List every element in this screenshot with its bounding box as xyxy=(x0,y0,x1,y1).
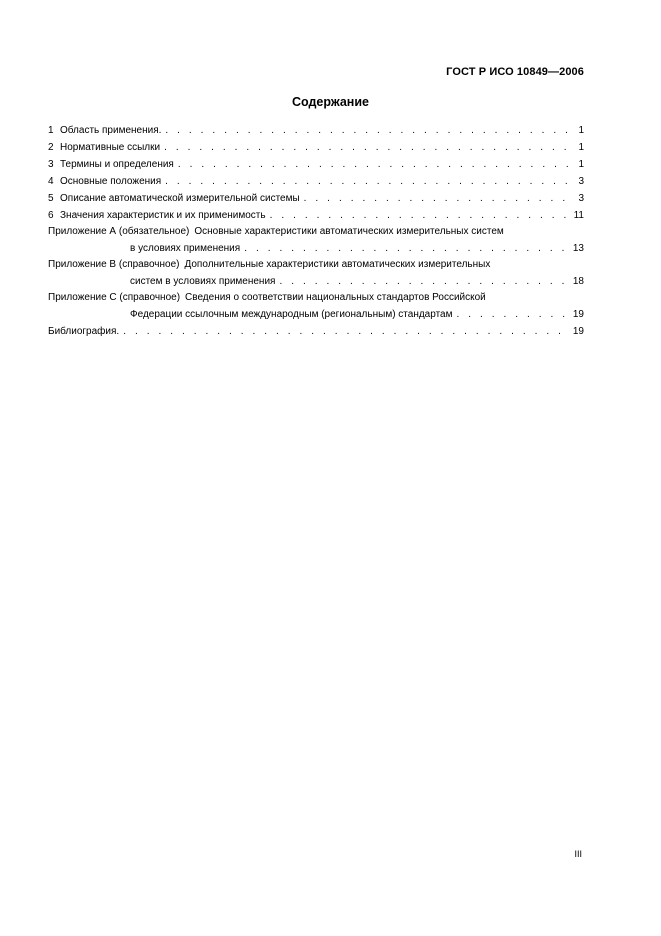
leader-dots xyxy=(279,273,568,290)
toc-entry-appendix-a[interactable] xyxy=(48,224,584,257)
section-title: Основные положения xyxy=(60,176,162,187)
table-of-contents xyxy=(48,122,584,340)
appendix-title-line-2: в условиях применения xyxy=(130,243,241,254)
page-number: 1 xyxy=(578,142,584,153)
toc-entry-bibliography[interactable] xyxy=(48,323,584,340)
appendix-label: Приложение С (справочное) xyxy=(48,292,181,303)
section-number: 2 xyxy=(48,142,54,153)
page-number: 13 xyxy=(572,243,584,254)
toc-title: Содержание xyxy=(291,95,369,109)
leader-dots xyxy=(164,139,570,156)
page-number: 11 xyxy=(573,210,584,221)
page-number: 18 xyxy=(572,276,584,287)
toc-entry-section-4[interactable] xyxy=(48,173,584,190)
leader-dots xyxy=(178,156,570,173)
section-title: Термины и определения xyxy=(60,159,174,170)
toc-entry-section-6[interactable] xyxy=(48,207,584,224)
section-title: Значения характеристик и их применимость xyxy=(60,210,266,221)
page-number: 3 xyxy=(578,193,584,204)
toc-entry-section-5[interactable] xyxy=(48,190,584,207)
appendix-title-line-1: Дополнительные характеристики автоматических измерительных xyxy=(184,259,491,270)
appendix-title-line-1: Сведения о соответствии национальных стандартов Российской xyxy=(185,292,486,303)
page-number: 1 xyxy=(578,159,584,170)
document-code: ГОСТ Р ИСО 10849—2006 xyxy=(446,66,584,78)
leader-dots xyxy=(244,240,569,257)
leader-dots xyxy=(165,173,570,190)
section-number: 3 xyxy=(48,159,54,170)
page-folio: III xyxy=(574,849,582,859)
section-title: Область применения. xyxy=(60,125,162,136)
section-title: Описание автоматической измерительной системы xyxy=(60,193,300,204)
toc-entry-section-3[interactable] xyxy=(48,156,584,173)
section-title: Нормативные ссылки xyxy=(60,142,161,153)
toc-entry-section-2[interactable] xyxy=(48,139,584,156)
section-number: 4 xyxy=(48,176,54,187)
section-number: 5 xyxy=(48,193,54,204)
section-number: 1 xyxy=(48,125,54,136)
appendix-title-line-2: Федерации ссылочным международным (региональным) стандартам xyxy=(130,309,453,320)
leader-dots xyxy=(270,207,570,224)
leader-dots xyxy=(304,190,570,207)
page-number: 19 xyxy=(572,309,584,320)
appendix-title-line-2: систем в условиях применения xyxy=(130,276,276,287)
toc-entry-appendix-c[interactable] xyxy=(48,290,584,323)
appendix-title-line-1: Основные характеристики автоматических измерительных систем xyxy=(194,226,504,237)
page-number: 3 xyxy=(578,176,584,187)
leader-dots xyxy=(457,306,569,323)
appendix-label: Приложение В (справочное) xyxy=(48,259,180,270)
toc-entry-appendix-b[interactable] xyxy=(48,257,584,290)
page-number: 19 xyxy=(572,326,584,337)
bibliography-title: Библиография. xyxy=(48,326,120,337)
section-number: 6 xyxy=(48,210,54,221)
appendix-label: Приложение А (обязательное) xyxy=(48,226,190,237)
leader-dots xyxy=(123,323,569,340)
page-number: 1 xyxy=(578,125,584,136)
toc-entry-section-1[interactable] xyxy=(48,122,584,139)
leader-dots xyxy=(165,122,570,139)
